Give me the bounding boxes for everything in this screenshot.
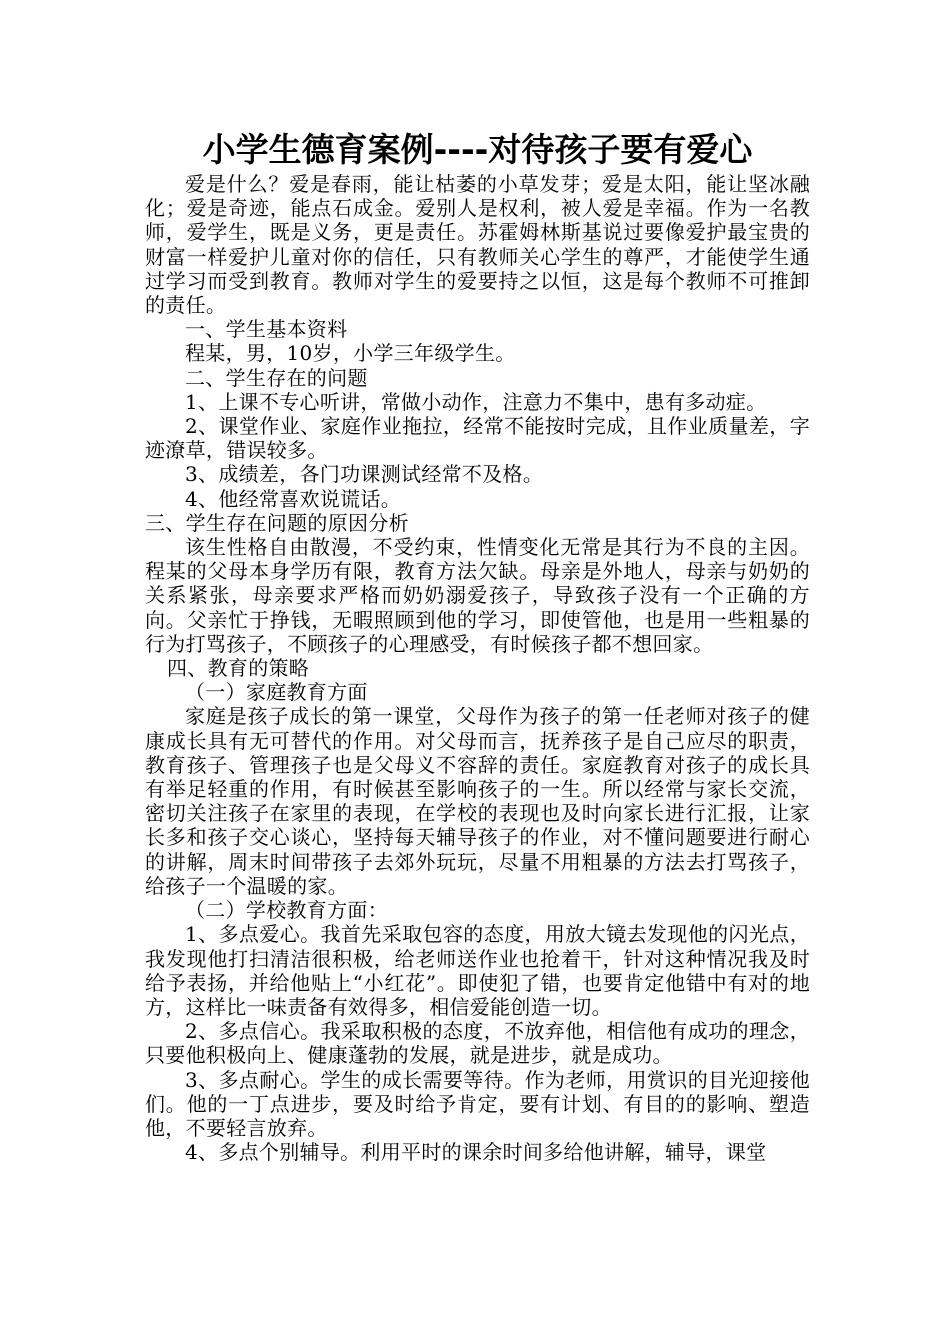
subheading-family-education: （一）家庭教育方面	[185, 680, 368, 705]
section-heading-causes: 三、学生存在问题的原因分析	[145, 510, 409, 535]
family-education-paragraph: 家庭是孩子成长的第一课堂，父母作为孩子的第一任老师对孩子的健康成长具有无可替代的作用。对父母而言，抚养孩子是自己应尽的职责，教育孩子、管理孩子也是父母义不容辞的责任。家庭教育对孩子的成长具有举足轻重的作用，有时候甚至影响孩子的一生。所以经常与家长交流，密切关注孩子在家里的表现，在学校的表现也及时向家长进行汇报，让家长多和孩子交心谈心，坚持每天辅导孩子的作业，对不懂问题要进行耐心的讲解，周末时间带孩子去郊外玩玩，尽量不用粗暴的方法去打骂孩子，给孩子一个温暖的家。	[145, 704, 810, 898]
intro-paragraph: 爱是什么？爱是春雨，能让枯萎的小草发芽；爱是太阳，能让坚冰融化；爱是奇迹，能点石成金。爱别人是权利，被人爱是幸福。作为一名教师，爱学生，既是义务，更是责任。苏霍姆林斯基说过要像爱护最宝贵的财富一样爱护儿童对你的信任，只有教师关心学生的尊严，才能使学生通过学习而受到教育。教师对学生的爱要持之以恒，这是每个教师不可推卸的责任。	[145, 172, 810, 318]
section-heading-basic-info: 一、学生基本资料	[185, 317, 348, 342]
section-heading-strategies: 四、教育的策略	[167, 656, 310, 681]
problem-item-3: 3、成绩差，各门功课测试经常不及格。	[185, 462, 544, 487]
document-title: 小学生德育案例----对待孩子要有爱心	[202, 130, 753, 169]
causes-paragraph: 该生性格自由散漫，不受约束，性情变化无常是其行为不良的主因。程某的父母本身学历有限，教育方法欠缺。母亲是外地人，母亲与奶奶的关系紧张，母亲要求严格而奶奶溺爱孩子，导致孩子没有一个正确的方向。父亲忙于挣钱，无暇照顾到他的学习，即使管他，也是用一些粗暴的行为打骂孩子，不顾孩子的心理感受，有时候孩子都不想回家。	[145, 535, 810, 656]
document-page	[145, 128, 810, 1164]
problem-item-4: 4、他经常喜欢说谎话。	[185, 486, 402, 511]
school-strategy-3: 3、多点耐心。学生的成长需要等待。作为老师，用赏识的目光迎接他们。他的一丁点进步，要及时给予肯定，要有计划、有目的的影响、塑造他，不要轻言放弃。	[145, 1067, 810, 1140]
school-strategy-4: 4、多点个别辅导。利用平时的课余时间多给他讲解，辅导，课堂	[185, 1140, 767, 1165]
problem-item-2: 2、课堂作业、家庭作业拖拉，经常不能按时完成，且作业质量差，字迹潦草，错误较多。	[145, 414, 810, 463]
school-strategy-2: 2、多点信心。我采取积极的态度，不放弃他，相信他有成功的理念，只要他积极向上、健康蓬勃的发展，就是进步，就是成功。	[145, 1019, 810, 1068]
school-strategy-1: 1、多点爱心。我首先采取包容的态度，用放大镜去发现他的闪光点，我发现他打扫清洁很积极，给老师送作业也抢着干，针对这种情况我及时给予表扬，并给他贴上“小红花”。即使犯了错，也要肯定他错中有对的地方，这样比一味责备有效得多，相信爱能创造一切。	[145, 922, 810, 1019]
problem-item-1: 1、上课不专心听讲，常做小动作，注意力不集中，患有多动症。	[185, 389, 767, 414]
student-info-paragraph: 程某，男，10岁，小学三年级学生。	[185, 341, 516, 366]
subheading-school-education: （二）学校教育方面：	[185, 898, 388, 923]
section-heading-problems: 二、学生存在的问题	[185, 365, 368, 390]
